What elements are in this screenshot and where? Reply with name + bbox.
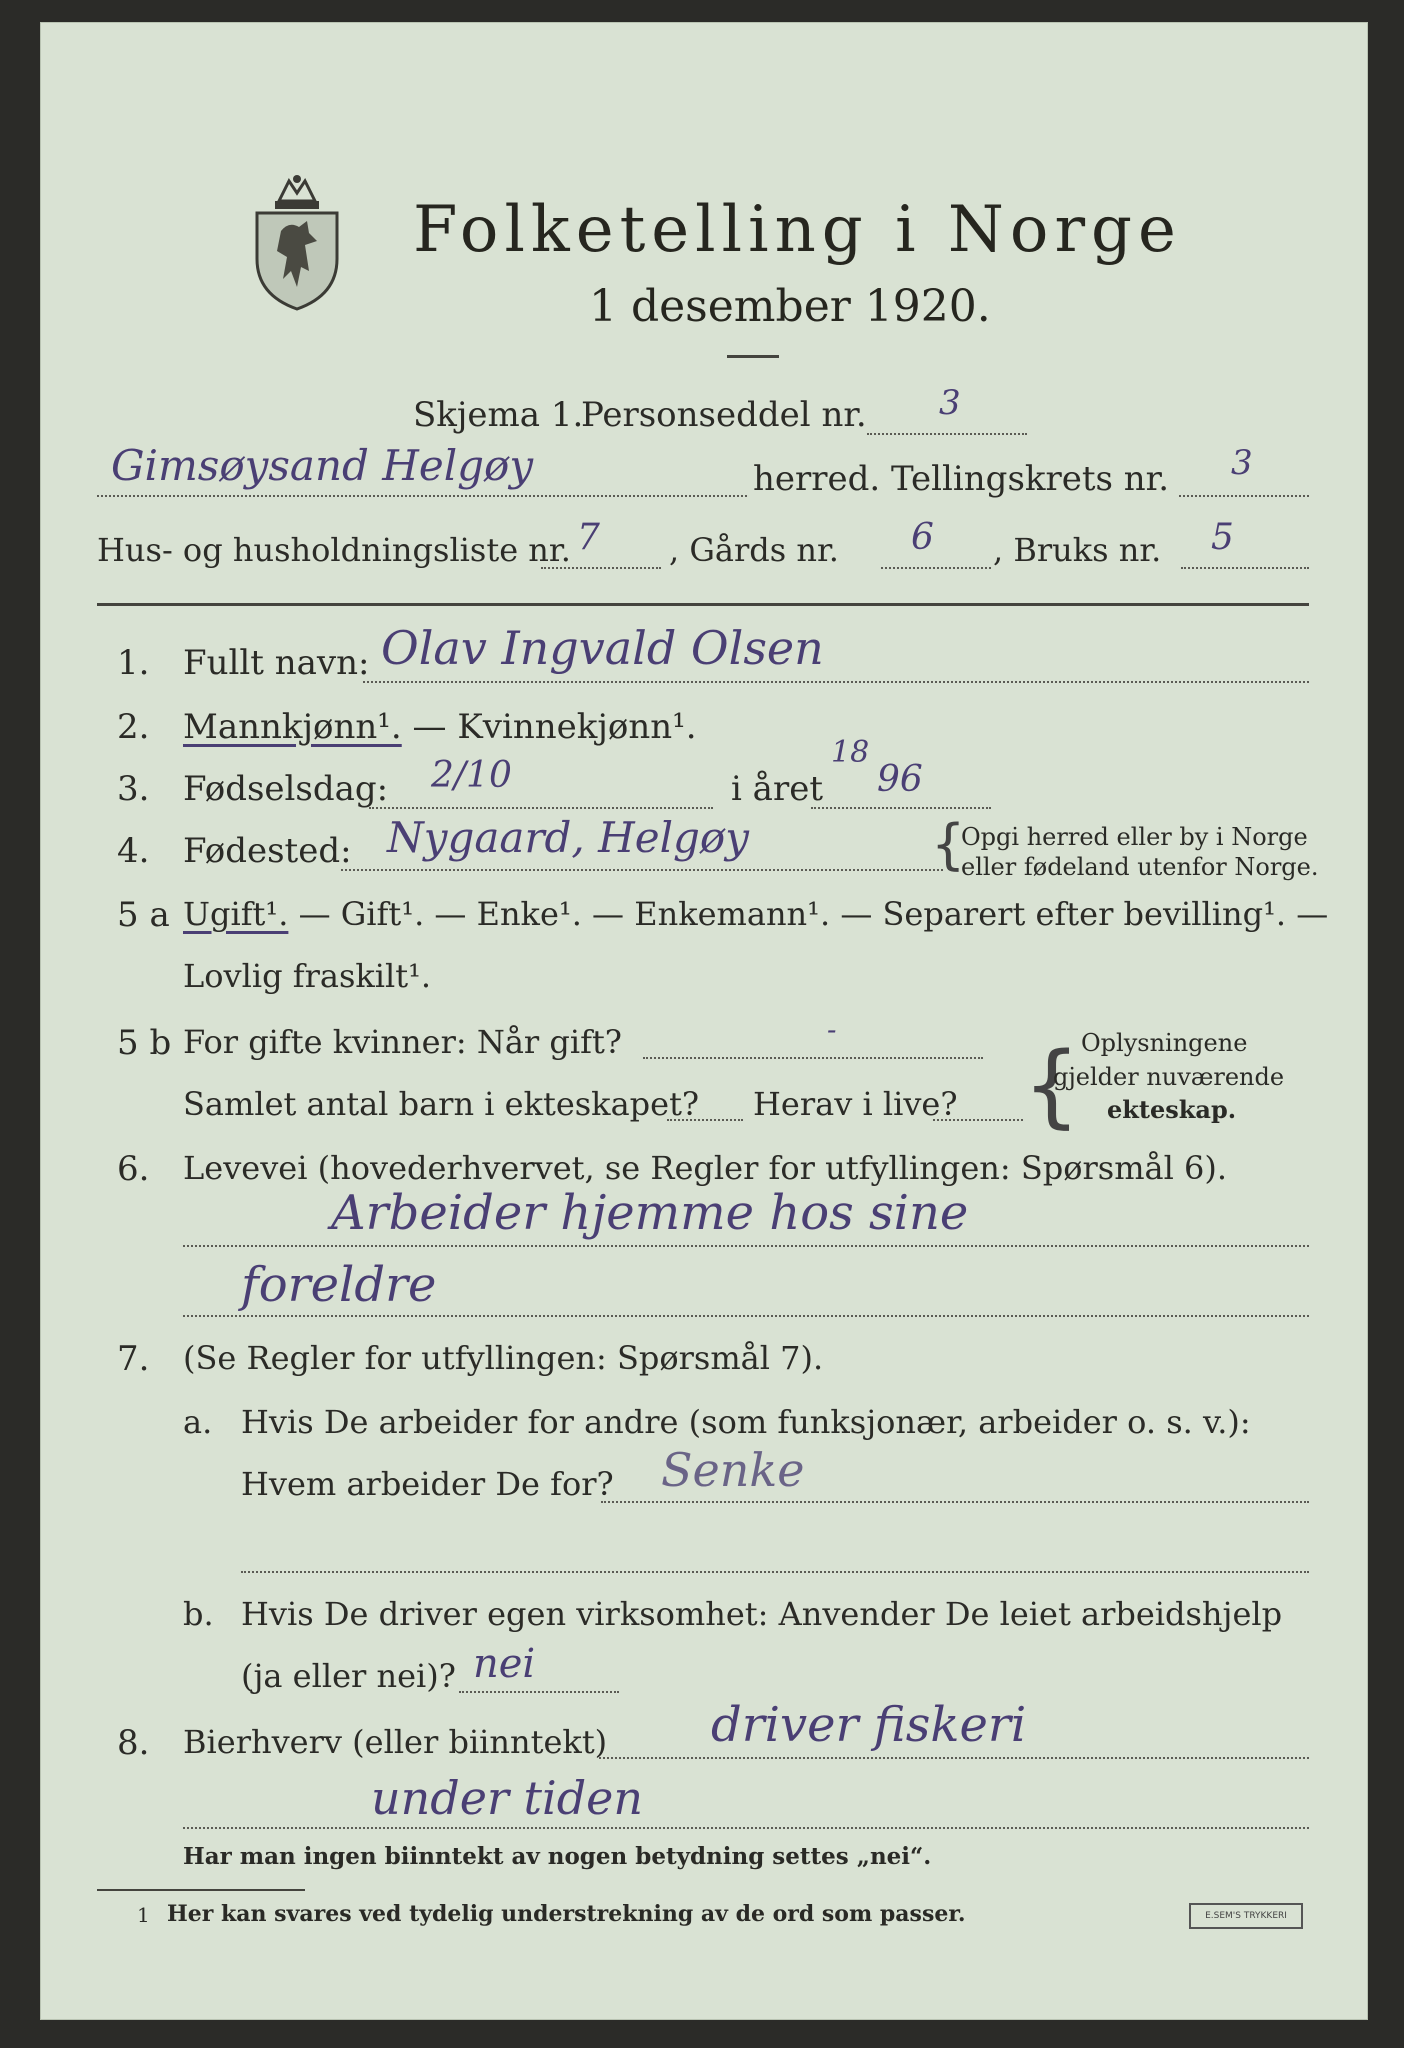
q8-label: Bierhverv (eller biinntekt): [183, 1723, 608, 1761]
year-prefix: 18: [831, 735, 870, 770]
footnote-text: Her kan svares ved tydelig understrekning av de ord som passer.: [167, 1901, 966, 1927]
q5a-other-options: — Gift¹. — Enke¹. — Enkemann¹. — Separert efter bevilling¹. —: [288, 895, 1329, 933]
q5b-brace: {: [1023, 1033, 1081, 1138]
q5b-line3: [933, 1119, 1023, 1121]
bruks-value: 5: [1211, 517, 1234, 558]
married-when-value: -: [827, 1013, 837, 1046]
bruks-label: , Bruks nr.: [993, 531, 1162, 569]
q7a-line2: [241, 1571, 1309, 1573]
q8-note: Har man ingen biinntekt av nogen betydning settes „nei“.: [183, 1843, 932, 1870]
personseddel-value: 3: [939, 383, 961, 423]
tellingskrets-label: Tellingskrets nr.: [891, 459, 1170, 499]
q7b-label: Hvis De driver egen virksomhet: Anvender De leiet arbeidshjelp: [241, 1595, 1283, 1633]
q5b-line2: [667, 1119, 743, 1121]
tellingskrets-line: [1179, 495, 1309, 497]
q4-number: 4.: [117, 831, 150, 871]
header-rule: [97, 603, 1309, 606]
q7a-line: [601, 1501, 1309, 1503]
norway-coat-of-arms-icon: [249, 171, 345, 311]
birthplace-value: Nygaard, Helgøy: [387, 813, 749, 862]
q7-label: (Se Regler for utfyllingen: Spørsmål 7).: [183, 1339, 824, 1377]
q5a-number: 5 a: [117, 895, 170, 935]
q8-line1: [599, 1757, 1309, 1759]
q3-line: [369, 807, 713, 809]
footnote-rule: [97, 1889, 305, 1891]
personseddel-line: [867, 433, 1027, 435]
q5b-label3: Herav i live?: [753, 1085, 958, 1123]
side-income-value-line1: driver fiskeri: [711, 1697, 1027, 1753]
q7a-number: a.: [183, 1403, 213, 1441]
occupation-value-line2: foreldre: [241, 1257, 437, 1313]
q5a-options: [183, 895, 1328, 933]
q2-female-option: Kvinnekjønn¹.: [457, 707, 697, 747]
q4-brace: {: [931, 813, 966, 876]
q4-label: Fødested:: [183, 831, 352, 871]
q6-line2: [183, 1315, 1309, 1317]
employer-value: Senke: [661, 1443, 805, 1497]
herred-line: [97, 495, 747, 497]
q4-note-line2: eller fødeland utenfor Norge.: [961, 853, 1319, 881]
birth-date-value: 2/10: [431, 755, 512, 796]
census-form: [40, 22, 1368, 2020]
skjema-label: Skjema 1.: [413, 395, 584, 435]
q5b-line1: [643, 1057, 983, 1059]
q7-number: 7.: [117, 1339, 150, 1379]
personseddel-label: Personseddel nr.: [581, 395, 867, 435]
hus-value: 7: [577, 517, 600, 558]
occupation-value-line1: Arbeider hjemme hos sine: [331, 1185, 969, 1241]
q5a-ugift-option: Ugift¹.: [183, 895, 289, 933]
q1-label: Fullt navn:: [183, 643, 370, 683]
q5a-line2: Lovlig fraskilt¹.: [183, 957, 432, 995]
q4-line: [341, 869, 943, 871]
herred-value: Gimsøysand Helgøy: [111, 441, 534, 490]
q1-line: [363, 681, 1309, 683]
hus-line: [541, 567, 661, 569]
full-name-value: Olav Ingvald Olsen: [381, 621, 824, 675]
q3-number: 3.: [117, 769, 150, 809]
title-divider: [727, 355, 779, 358]
q6-number: 6.: [117, 1149, 150, 1189]
q5b-note-line3: ekteskap.: [1107, 1095, 1237, 1124]
side-income-value-line2: under tiden: [371, 1771, 644, 1825]
gards-value: 6: [911, 517, 934, 558]
gards-label: , Gårds nr.: [669, 531, 839, 569]
q5b-note-line1: Oplysningene: [1081, 1029, 1248, 1057]
q3-label: Fødselsdag:: [183, 769, 389, 809]
year-value: 96: [877, 759, 923, 800]
q7a-label: Hvis De arbeider for andre (som funksjonær, arbeider o. s. v.):: [241, 1403, 1251, 1441]
hired-help-value: nei: [473, 1641, 536, 1687]
q2-separator: —: [401, 707, 458, 747]
q2-number: 2.: [117, 707, 150, 747]
q7a-label2: Hvem arbeider De for?: [241, 1465, 614, 1503]
bruks-line: [1181, 567, 1309, 569]
footnote-mark: 1: [137, 1903, 150, 1927]
q2-male-option: Mannkjønn¹.: [183, 707, 402, 747]
q5b-note-line2: gjelder nuværende: [1053, 1063, 1285, 1091]
q7b-number: b.: [183, 1595, 214, 1633]
q6-label: Levevei (hovederhvervet, se Regler for utfyllingen: Spørsmål 6).: [183, 1149, 1228, 1187]
gards-line: [881, 567, 991, 569]
q1-number: 1.: [117, 643, 150, 683]
census-date: 1 desember 1920.: [589, 281, 991, 332]
q7b-label2: (ja eller nei)?: [241, 1657, 456, 1695]
q4-note-line1: Opgi herred eller by i Norge: [961, 823, 1308, 851]
q5b-number: 5 b: [117, 1023, 172, 1063]
q8-number: 8.: [117, 1723, 150, 1763]
year-label: i året: [731, 769, 823, 809]
printer-stamp: E.SEM'S TRYKKERI: [1189, 1903, 1303, 1929]
q5b-label1: For gifte kvinner: Når gift?: [183, 1023, 622, 1061]
q2-sex: [183, 707, 697, 747]
hus-label: Hus- og husholdningsliste nr.: [97, 531, 571, 569]
q7b-line: [459, 1691, 619, 1693]
form-title: Folketelling i Norge: [413, 193, 1182, 267]
q6-line1: [183, 1245, 1309, 1247]
herred-label: herred.: [753, 459, 881, 499]
q5b-label2: Samlet antal barn i ekteskapet?: [183, 1085, 700, 1123]
q8-line2: [183, 1827, 1309, 1829]
year-line: [811, 807, 991, 809]
tellingskrets-value: 3: [1231, 443, 1253, 483]
